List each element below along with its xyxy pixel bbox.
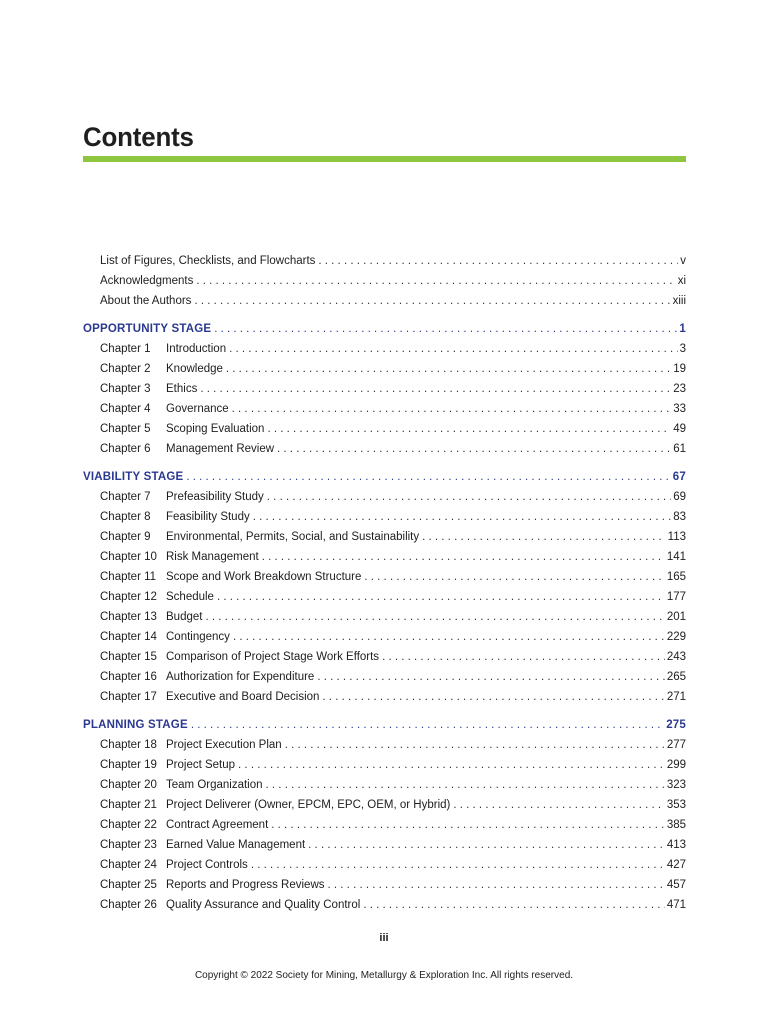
stage-page: 67 xyxy=(672,471,686,483)
chapter-title: Introduction xyxy=(166,343,227,355)
chapter-title: Project Deliverer (Owner, EPCM, EPC, OEM, or Hybrid) xyxy=(166,799,451,811)
toc-chapter-16[interactable] xyxy=(100,668,686,686)
stage-title: PLANNING STAGE xyxy=(83,719,188,731)
chapter-page: 19 xyxy=(673,363,686,375)
toc-chapter-17[interactable] xyxy=(100,688,686,706)
toc-entry-title: Acknowledgments xyxy=(100,275,194,287)
chapter-page: 299 xyxy=(666,759,686,771)
toc-stage-viability[interactable] xyxy=(83,468,686,486)
toc-entry-page: v xyxy=(680,255,686,267)
dot-leader xyxy=(205,608,664,626)
chapter-page: 323 xyxy=(666,779,686,791)
toc-entry-about-the-authors[interactable] xyxy=(100,292,686,310)
dot-leader xyxy=(453,796,664,814)
toc-chapter-2[interactable] xyxy=(100,360,686,378)
page-number: iii xyxy=(379,932,389,944)
chapter-page: 23 xyxy=(673,383,686,395)
copyright-notice: Copyright © 2022 Society for Mining, Metallurgy & Exploration Inc. All rights reserved. xyxy=(194,970,574,981)
chapter-title: Environmental, Permits, Social, and Sustainability xyxy=(166,531,420,543)
dot-leader xyxy=(186,468,670,486)
dot-leader xyxy=(328,876,665,894)
dot-leader xyxy=(232,400,672,418)
chapter-title: Project Execution Plan xyxy=(166,739,282,751)
toc-chapter-21[interactable] xyxy=(100,796,686,814)
chapter-number: Chapter 7 xyxy=(100,491,151,503)
dot-leader xyxy=(217,588,665,606)
toc-chapter-11[interactable] xyxy=(100,568,686,586)
chapter-page: 413 xyxy=(666,839,686,851)
chapter-title: Schedule xyxy=(166,591,214,603)
chapter-page: 83 xyxy=(673,511,686,523)
dot-leader xyxy=(318,252,678,270)
stage-page: 275 xyxy=(666,719,686,731)
chapter-page: 69 xyxy=(673,491,686,503)
chapter-number: Chapter 17 xyxy=(100,691,157,703)
dot-leader xyxy=(266,776,665,794)
chapter-page: 177 xyxy=(666,591,686,603)
stage-title: VIABILITY STAGE xyxy=(83,471,184,483)
chapter-number: Chapter 5 xyxy=(100,423,151,435)
toc-entry-page: xiii xyxy=(672,295,686,307)
chapter-title: Contract Agreement xyxy=(166,819,269,831)
toc-chapter-4[interactable] xyxy=(100,400,686,418)
dot-leader xyxy=(267,488,671,506)
toc-entry-title: About the Authors xyxy=(100,295,192,307)
dot-leader xyxy=(226,360,671,378)
dot-leader xyxy=(271,816,665,834)
toc-stage-planning[interactable] xyxy=(83,716,686,734)
toc-chapter-19[interactable] xyxy=(100,756,686,774)
toc-chapter-3[interactable] xyxy=(100,380,686,398)
chapter-title: Team Organization xyxy=(166,779,263,791)
toc-entry-acknowledgments[interactable] xyxy=(100,272,686,290)
chapter-page: 457 xyxy=(666,879,686,891)
toc-chapter-10[interactable] xyxy=(100,548,686,566)
chapter-number: Chapter 12 xyxy=(100,591,157,603)
dot-leader xyxy=(238,756,665,774)
chapter-title: Contingency xyxy=(166,631,230,643)
chapter-number: Chapter 6 xyxy=(100,443,151,455)
dot-leader xyxy=(251,856,665,874)
chapter-title: Reports and Progress Reviews xyxy=(166,879,325,891)
chapter-number: Chapter 22 xyxy=(100,819,157,831)
chapter-title: Comparison of Project Stage Work Efforts xyxy=(166,651,380,663)
chapter-number: Chapter 1 xyxy=(100,343,151,355)
chapter-title: Project Setup xyxy=(166,759,236,771)
toc-chapter-9[interactable] xyxy=(100,528,686,546)
toc-chapter-14[interactable] xyxy=(100,628,686,646)
chapter-number: Chapter 18 xyxy=(100,739,157,751)
chapter-number: Chapter 21 xyxy=(100,799,157,811)
chapter-number: Chapter 11 xyxy=(100,571,157,583)
toc-chapter-12[interactable] xyxy=(100,588,686,606)
chapter-title: Budget xyxy=(166,611,203,623)
chapter-title: Executive and Board Decision xyxy=(166,691,320,703)
dot-leader xyxy=(422,528,666,546)
page-title: Contents xyxy=(83,122,194,152)
chapter-title: Authorization for Expenditure xyxy=(166,671,315,683)
chapter-page: 165 xyxy=(666,571,686,583)
toc-chapter-23[interactable] xyxy=(100,836,686,854)
dot-leader xyxy=(214,320,677,338)
dot-leader xyxy=(382,648,665,666)
toc-chapter-20[interactable] xyxy=(100,776,686,794)
chapter-number: Chapter 23 xyxy=(100,839,157,851)
dot-leader xyxy=(308,836,665,854)
chapter-title: Ethics xyxy=(166,383,198,395)
toc-chapter-13[interactable] xyxy=(100,608,686,626)
chapter-title: Quality Assurance and Quality Control xyxy=(166,899,361,911)
chapter-page: 3 xyxy=(679,343,686,355)
chapter-page: 61 xyxy=(673,443,686,455)
toc-chapter-7[interactable] xyxy=(100,488,686,506)
dot-leader xyxy=(322,688,664,706)
toc-chapter-22[interactable] xyxy=(100,816,686,834)
toc-chapter-6[interactable] xyxy=(100,440,686,458)
chapter-title: Management Review xyxy=(166,443,275,455)
toc-entry-page: xi xyxy=(677,275,686,287)
dot-leader xyxy=(285,736,665,754)
dot-leader xyxy=(191,716,664,734)
chapter-page: 353 xyxy=(666,799,686,811)
dot-leader xyxy=(267,420,671,438)
chapter-title: Project Controls xyxy=(166,859,248,871)
chapter-title: Scope and Work Breakdown Structure xyxy=(166,571,362,583)
dot-leader xyxy=(229,340,677,358)
chapter-number: Chapter 14 xyxy=(100,631,157,643)
dot-leader xyxy=(317,668,665,686)
toc-entry-title: List of Figures, Checklists, and Flowcharts xyxy=(100,255,316,267)
dot-leader xyxy=(233,628,665,646)
chapter-number: Chapter 20 xyxy=(100,779,157,791)
dot-leader xyxy=(364,568,664,586)
chapter-page: 243 xyxy=(666,651,686,663)
chapter-title: Governance xyxy=(166,403,229,415)
chapter-number: Chapter 15 xyxy=(100,651,157,663)
chapter-number: Chapter 9 xyxy=(100,531,151,543)
chapter-page: 201 xyxy=(666,611,686,623)
chapter-number: Chapter 8 xyxy=(100,511,151,523)
chapter-number: Chapter 26 xyxy=(100,899,157,911)
dot-leader xyxy=(253,508,671,526)
toc-chapter-24[interactable] xyxy=(100,856,686,874)
toc-entry-list-of-figures[interactable] xyxy=(100,252,686,270)
chapter-number: Chapter 13 xyxy=(100,611,157,623)
chapter-number: Chapter 24 xyxy=(100,859,157,871)
stage-page: 1 xyxy=(679,323,686,335)
chapter-page: 265 xyxy=(666,671,686,683)
chapter-number: Chapter 19 xyxy=(100,759,157,771)
chapter-page: 141 xyxy=(666,551,686,563)
dot-leader xyxy=(194,292,670,310)
chapter-page: 277 xyxy=(666,739,686,751)
chapter-page: 427 xyxy=(666,859,686,871)
chapter-number: Chapter 2 xyxy=(100,363,151,375)
chapter-title: Feasibility Study xyxy=(166,511,250,523)
chapter-number: Chapter 25 xyxy=(100,879,157,891)
chapter-page: 471 xyxy=(666,899,686,911)
toc-chapter-15[interactable] xyxy=(100,648,686,666)
toc-chapter-1[interactable] xyxy=(100,340,686,358)
stage-title: OPPORTUNITY STAGE xyxy=(83,323,212,335)
dot-leader xyxy=(196,272,675,290)
dot-leader xyxy=(277,440,671,458)
chapter-number: Chapter 3 xyxy=(100,383,151,395)
chapter-page: 271 xyxy=(666,691,686,703)
chapter-title: Earned Value Management xyxy=(166,839,306,851)
chapter-page: 113 xyxy=(667,531,686,543)
toc-chapter-8[interactable] xyxy=(100,508,686,526)
chapter-page: 385 xyxy=(666,819,686,831)
toc-stage-opportunity[interactable] xyxy=(83,320,686,338)
chapter-page: 33 xyxy=(673,403,686,415)
dot-leader xyxy=(262,548,665,566)
chapter-page: 49 xyxy=(673,423,686,435)
dot-leader xyxy=(200,380,671,398)
chapter-page: 229 xyxy=(666,631,686,643)
chapter-title: Risk Management xyxy=(166,551,259,563)
dot-leader xyxy=(363,896,664,914)
chapter-title: Knowledge xyxy=(166,363,223,375)
chapter-title: Prefeasibility Study xyxy=(166,491,264,503)
toc-chapter-18[interactable] xyxy=(100,736,686,754)
toc-chapter-25[interactable] xyxy=(100,876,686,894)
toc-chapter-26[interactable] xyxy=(100,896,686,914)
toc-chapter-5[interactable] xyxy=(100,420,686,438)
chapter-number: Chapter 16 xyxy=(100,671,157,683)
chapter-number: Chapter 4 xyxy=(100,403,151,415)
chapter-title: Scoping Evaluation xyxy=(166,423,265,435)
chapter-number: Chapter 10 xyxy=(100,551,157,563)
